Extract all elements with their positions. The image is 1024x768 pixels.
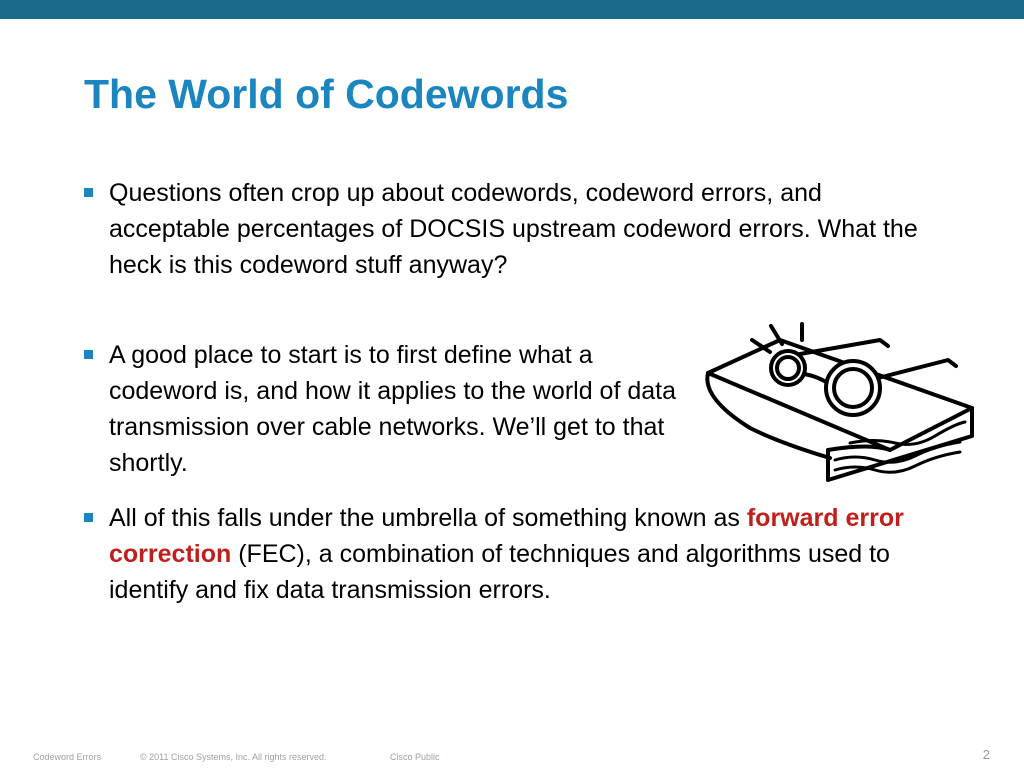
book-with-glasses-icon [690, 318, 990, 486]
bullet-item [84, 175, 918, 325]
page-number: 2 [982, 747, 990, 762]
footer-doc-title: Codeword Errors [33, 752, 102, 762]
bullet-marker-icon [84, 350, 93, 359]
bullet-item [84, 337, 684, 487]
bullet-marker-icon [84, 188, 93, 197]
bullet-text: Questions often crop up about codewords, codeword errors, and acceptable percentages of DOCSIS upstream codeword errors. What the heck is this codeword stuff anyway? [109, 179, 918, 279]
bullet-marker-icon [84, 513, 93, 522]
footer-classification: Cisco Public [390, 752, 440, 762]
bullet-text-before: All of this falls under the umbrella of something known as [109, 504, 740, 532]
bullet-text-after: (FEC), a combination of techniques and algorithms used to identify and fix data transmission errors. [109, 540, 890, 604]
bullet-item [84, 500, 914, 650]
header-bar [0, 0, 1024, 19]
bullet-text: A good place to start is to first define what a codeword is, and how it applies to the world of data transmission over cable networks. We’ll get to that shortly. [109, 341, 677, 477]
slide-title: The World of Codewords [84, 71, 569, 117]
footer-copyright: © 2011 Cisco Systems, Inc. All rights reserved. [140, 752, 327, 762]
fec-highlight: forward error correction [109, 504, 904, 568]
bullet-text [109, 500, 919, 608]
